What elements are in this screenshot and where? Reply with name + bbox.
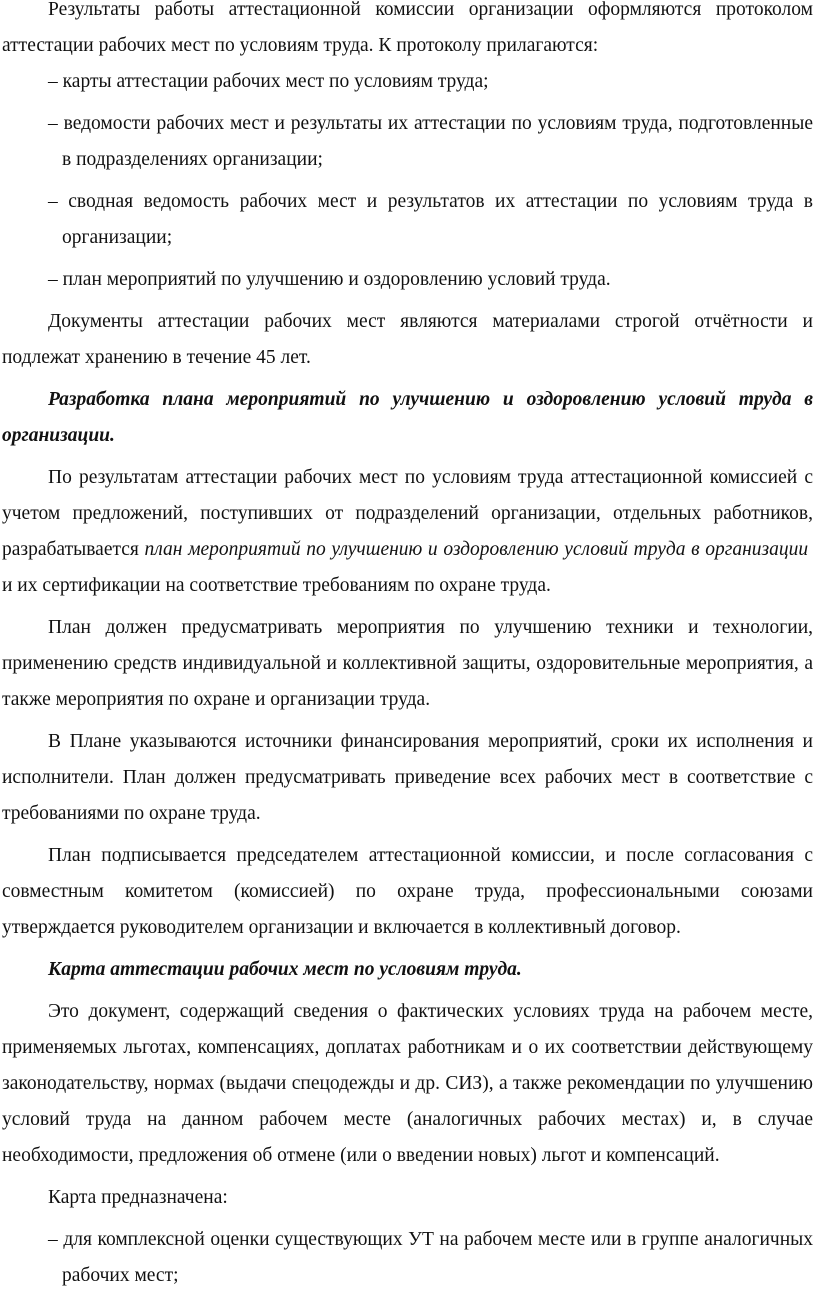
bullet-dash: – <box>48 113 58 134</box>
plan-text-start: По результатам аттестации рабочих мест по условиям труда аттестационной комиссией с учетом предложений, поступивших от подразделений организации, отдельных работников, разрабатывается <box>2 467 813 560</box>
list-item-text: для комплексной оценки существующих УТ на рабочем месте или в группе аналогичных рабочих мест; <box>62 1229 814 1286</box>
attachments-list <box>2 64 813 298</box>
bullet-dash: – <box>48 1229 58 1250</box>
paragraph-plan-measures: План должен предусматривать мероприятия по улучшению техники и технологии, применению средств индивидуальной и коллективной защиты, оздоровительные мероприятия, а также мероприятия по охране и организации труда. <box>2 617 813 710</box>
list-item-text: план мероприятий по улучшению и оздоровлению условий труда. <box>62 269 611 290</box>
list-item-text: ведомости рабочих мест и результаты их аттестации по условиям труда, подготовленные в подразделениях организации; <box>62 113 814 170</box>
paragraph-plan-development <box>2 460 813 604</box>
plan-text-end: и их сертификации на соответствие требованиям по охране труда. <box>2 575 551 596</box>
paragraph-protocol: Результаты работы аттестационной комиссии организации оформляются протоколом аттестации рабочих мест по условиям труда. К протоколу прилагаются: <box>2 0 813 56</box>
list-item-text: карты аттестации рабочих мест по условиям труда; <box>62 71 489 92</box>
paragraph-card-purpose: Карта предназначена: <box>48 1187 228 1208</box>
list-item-text: сводная ведомость рабочих мест и результатов их аттестации по условиям труда в организации; <box>62 191 813 248</box>
section-heading-plan: Разработка плана мероприятий по улучшению и оздоровлению условий труда в организации. <box>2 389 813 446</box>
purpose-list <box>2 1222 813 1294</box>
paragraph-storage: Документы аттестации рабочих мест являются материалами строгой отчётности и подлежат хранению в течение 45 лет. <box>2 311 813 368</box>
section-heading-card: Карта аттестации рабочих мест по условиям труда. <box>48 959 522 980</box>
paragraph-plan-approval: План подписывается председателем аттестационной комиссии, и после согласования с совместным комитетом (комиссией) по охране труда, профессиональными союзами утверждается руководителем организации и включается в коллективный договор. <box>2 845 813 938</box>
paragraph-card-definition: Это документ, содержащий сведения о фактических условиях труда на рабочем месте, применяемых льготах, компенсациях, доплатах работникам и о их соответствии действующему законодательству, нормах (выдачи спецодежды и др. СИЗ), а также рекомендации по улучшению условий труда на данном рабочем месте (аналогичных рабочих местах) и, в случае необходимости, предложения об отмене (или о введении новых) льгот и компенсаций. <box>2 1001 813 1166</box>
list-item <box>2 262 813 298</box>
list-item <box>2 184 813 256</box>
plan-title-italic: план мероприятий по улучшению и оздоровлению условий труда в организации <box>144 539 809 560</box>
list-item <box>2 106 813 178</box>
bullet-dash: – <box>48 191 58 212</box>
paragraph-plan-financing: В Плане указываются источники финансирования мероприятий, сроки их исполнения и исполнители. План должен предусматривать приведение всех рабочих мест в соответствие с требованиями по охране труда. <box>2 731 813 824</box>
bullet-dash: – <box>48 71 58 92</box>
list-item <box>2 1222 813 1294</box>
bullet-dash: – <box>48 269 58 290</box>
list-item <box>2 64 813 100</box>
